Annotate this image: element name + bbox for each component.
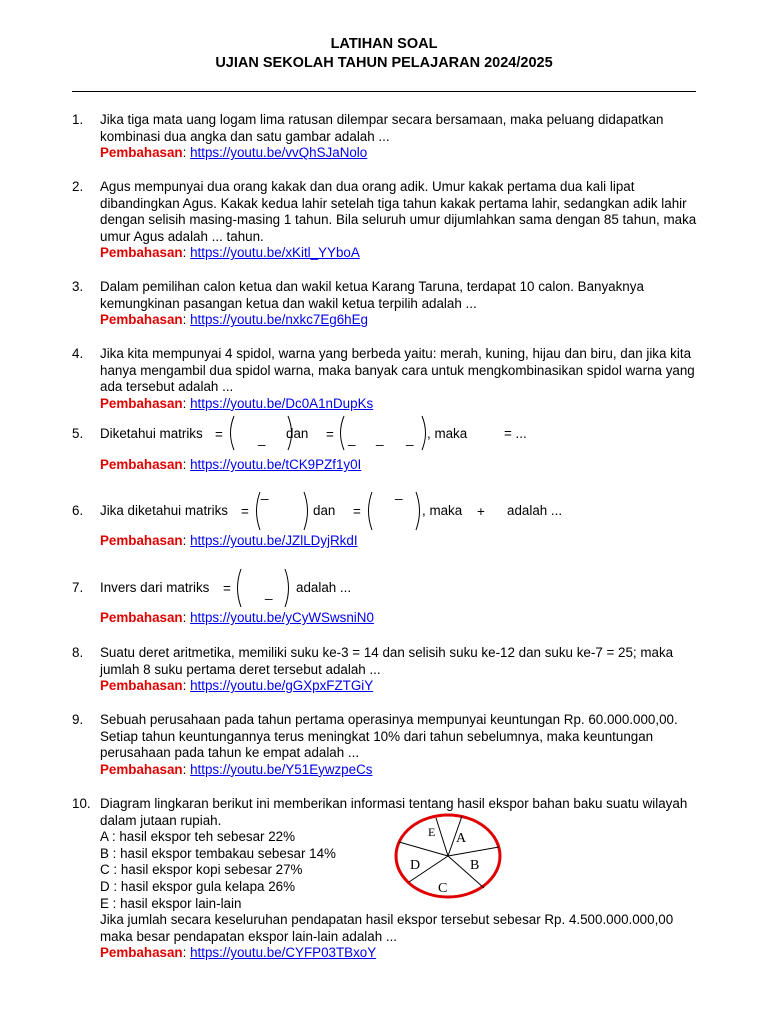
pie-legend-item: A : hasil ekspor teh sebesar 22% [100, 829, 296, 845]
question-text: Jika tiga mata uang logam lima ratusan dilempar secara bersamaan, maka peluang didapatkan kombinasi dua angka dan satu gambar adalah ... [100, 112, 664, 144]
pembahasan-link[interactable]: https://youtu.be/vvQhSJaNolo [190, 145, 368, 161]
pie-label-c: C [438, 881, 448, 896]
question-9: 9. Sebuah perusahaan pada tahun pertama operasinya mempunyai keuntungan Rp. 60.000.000,00. Setiap tahun keuntungannya terus meningkat 10% dari tahun sebelumnya, maka keuntungan perusahaan pada tahun ke empat adalah ... Pembahasan: https://youtu.be/Y51EywzpeCs [72, 712, 702, 778]
question-6: 6. Jika diketahui matriks = _ dan = _ , maka + adalah ... Pembahasan: https://youtu.be/JZlLDyjRkdI [72, 485, 563, 548]
question-number: 10. [72, 796, 91, 811]
pembahasan-label: Pembahasan [100, 312, 183, 328]
matrix-entry: _ [261, 485, 269, 500]
matrix-entry: _ [348, 431, 356, 446]
question-text: Diketahui matriks [100, 426, 203, 441]
equals-sign: = [223, 581, 231, 596]
question-number: 3. [72, 279, 84, 294]
matrix-entry: _ [258, 431, 266, 446]
question-text: Suatu deret aritmetika, memiliki suku ke-3 = 14 dan selisih suku ke-12 dan suku ke-7 = 25; maka jumlah 8 suku pertama deret tersebut adalah ... [100, 645, 674, 677]
matrix-entry: _ [265, 585, 273, 600]
pembahasan-label: Pembahasan [100, 145, 183, 161]
pembahasan-link[interactable]: https://youtu.be/nxkc7Eg6hEg [190, 312, 368, 328]
pie-label-e: E [428, 825, 436, 839]
question-3: 3. Dalam pemilihan calon ketua dan wakil ketua Karang Taruna, terdapat 10 calon. Banyaknya kemungkinan pasangan ketua dan wakil ketua terpilih adalah ... Pembahasan: https://youtu.be/nxkc7Eg6hEg [72, 279, 702, 329]
question-number: 1. [72, 112, 84, 127]
question-tail: adalah ... [296, 580, 352, 595]
pembahasan-label: Pembahasan [100, 945, 183, 961]
and-word: dan [286, 426, 309, 441]
equals-sign: = [215, 427, 223, 442]
pembahasan-link[interactable]: https://youtu.be/JZlLDyjRkdI [190, 533, 358, 548]
question-number: 7. [72, 580, 84, 595]
maka-word: , maka [427, 426, 468, 441]
document-subtitle: UJIAN SEKOLAH TAHUN PELAJARAN 2024/2025 [215, 55, 553, 71]
header-divider [72, 91, 696, 92]
pembahasan-label: Pembahasan [100, 395, 183, 411]
question-number: 8. [72, 645, 84, 660]
matrix-a-brackets [233, 566, 293, 610]
pembahasan-label: Pembahasan [100, 245, 183, 261]
question-2: 2. Agus mempunyai dua orang kakak dan dua orang adik. Umur kakak pertama dua kali lipat dibandingkan Agus. Kakak kedua lahir setelah tiga tahun kakak pertama lahir, sedangkan adik lahir dengan selisih masing-masing 1 tahun. Bila seluruh umur dijumlahkan sama dengan 85 tahun, maka umur Agus adalah ... tahun. Pembahasan: https://youtu.be/xKitl_YYboA [72, 179, 702, 262]
pie-label-a: A [456, 831, 467, 846]
pembahasan-link[interactable]: https://youtu.be/Y51EywzpeCs [190, 761, 373, 777]
question-4: 4. Jika kita mempunyai 4 spidol, warna yang berbeda yaitu: merah, kuning, hijau dan biru, dan jika kita hanya mengambil dua spidol warna, maka banyak cara untuk mengkombinasikan spidol warna yang ada tersebut adalah ... Pembahasan: https://youtu.be/Dc0A1nDupKs [72, 346, 702, 412]
question-text: Agus mempunyai dua orang kakak dan dua orang adik. Umur kakak pertama dua kali lipat dibandingkan Agus. Kakak kedua lahir setelah tiga tahun kakak pertama lahir, sedangkan adik lahir dengan selisih masing-masing 1 tahun. Bila seluruh umur dijumlahkan sama dengan 85 tahun, maka umur Agus adalah ... tahun. [100, 179, 697, 244]
pembahasan-label: Pembahasan [100, 457, 183, 472]
document-title: LATIHAN SOAL [330, 36, 438, 52]
question-number: 6. [72, 503, 84, 518]
question-text: Invers dari matriks [100, 580, 210, 595]
pembahasan-link[interactable]: https://youtu.be/tCK9PZf1y0I [190, 457, 362, 472]
pie-label-d: D [410, 858, 421, 873]
question-text: Jika kita mempunyai 4 spidol, warna yang berbeda yaitu: merah, kuning, hijau dan biru, dan jika kita hanya mengambil dua spidol warna, maka banyak cara untuk mengkombinasikan spidol warna yang ada tersebut adalah ... [100, 346, 695, 395]
question-number: 9. [72, 712, 84, 727]
pembahasan-link[interactable]: https://youtu.be/yCyWSwsniN0 [190, 610, 374, 625]
matrix-b-brackets [364, 489, 424, 533]
pembahasan-link[interactable]: https://youtu.be/CYFP03TBxoY [190, 945, 377, 961]
equals-sign: = [326, 427, 334, 442]
matrix-entry: _ [406, 431, 414, 446]
question-tail: adalah ... [507, 503, 563, 518]
question-5: 5. Diketahui matriks = _ dan = _ _ _ , maka = ... Pembahasan: https://youtu.be/tCK9PZf1y0I [72, 413, 702, 477]
pie-diagram [392, 812, 508, 900]
pie-legend-item: C : hasil ekspor kopi sebesar 27% [100, 862, 303, 878]
pembahasan-label: Pembahasan [100, 610, 183, 625]
question-text: Dalam pemilihan calon ketua dan wakil ketua Karang Taruna, terdapat 10 calon. Banyaknya kemungkinan pasangan ketua dan wakil ketua terpilih adalah ... [100, 279, 644, 311]
matrix-entry: _ [376, 431, 384, 446]
pie-legend-item: D : hasil ekspor gula kelapa 26% [100, 878, 296, 894]
matrix-entry: _ [395, 485, 403, 500]
pembahasan-label: Pembahasan [100, 761, 183, 777]
question-7: 7. Invers dari matriks = _ adalah ... Pembahasan: https://youtu.be/yCyWSwsniN0 [72, 566, 702, 630]
question-number: 2. [72, 179, 84, 194]
question-text: Jika diketahui matriks [100, 503, 229, 518]
and-word: dan [313, 503, 336, 518]
question-tail: = ... [504, 426, 527, 441]
equals-sign: = [353, 504, 361, 519]
pie-legend-item: B : hasil ekspor tembakau sebesar 14% [100, 845, 336, 861]
equals-sign: = [241, 504, 249, 519]
question-text: Jika jumlah secara keseluruhan pendapatan hasil ekspor tersebut sebesar Rp. 4.500.000.000,00 maka besar pendapatan ekspor lain-lain adalah ... [100, 912, 674, 944]
pembahasan-link[interactable]: https://youtu.be/gGXpxFZTGiY [190, 678, 374, 694]
question-number: 4. [72, 346, 84, 361]
maka-word: , maka [422, 503, 463, 518]
question-8: 8. Suatu deret aritmetika, memiliki suku ke-3 = 14 dan selisih suku ke-12 dan suku ke-7 = 25; maka jumlah 8 suku pertama deret tersebut adalah ... Pembahasan: https://youtu.be/gGXpxFZTGiY [72, 645, 702, 695]
pie-label-b: B [470, 858, 480, 873]
plus-sign: + [477, 504, 485, 519]
question-text: Diagram lingkaran berikut ini memberikan informasi tentang hasil ekspor bahan baku suatu wilayah dalam jutaan rupiah. [100, 796, 688, 828]
question-10: 10. Diagram lingkaran berikut ini memberikan informasi tentang hasil ekspor bahan baku suatu wilayah dalam jutaan rupiah. A : hasil ekspor teh sebesar 22% B : hasil ekspor tembakau sebesar 14% C : hasil ekspor kopi sebesar 27% D : hasil ekspor gula kelapa 26% E : hasil ekspor lain-lain Jika jumlah secara keseluruhan pendapatan hasil ekspor tersebut sebesar Rp. 4.500.000.000,00 maka besar pendapatan ekspor lain-lain adalah ... Pembahasan: https://youtu.be/CYFP03TBxoY [72, 796, 702, 962]
pie-legend-item: E : hasil ekspor lain-lain [100, 895, 242, 911]
pembahasan-label: Pembahasan [100, 678, 183, 694]
pembahasan-link[interactable]: https://youtu.be/xKitl_YYboA [190, 245, 360, 261]
pembahasan-link[interactable]: https://youtu.be/Dc0A1nDupKs [190, 395, 374, 411]
question-text: Sebuah perusahaan pada tahun pertama operasinya mempunyai keuntungan Rp. 60.000.000,00. Setiap tahun keuntungannya terus meningkat 10% dari tahun sebelumnya, maka keuntungan perusahaan pada tahun ke empat adalah ... [100, 712, 678, 761]
question-1: 1. Jika tiga mata uang logam lima ratusan dilempar secara bersamaan, maka peluang didapatkan kombinasi dua angka dan satu gambar adalah ... Pembahasan: https://youtu.be/vvQhSJaNolo [72, 112, 702, 162]
pembahasan-label: Pembahasan [100, 533, 183, 548]
question-number: 5. [72, 426, 84, 441]
